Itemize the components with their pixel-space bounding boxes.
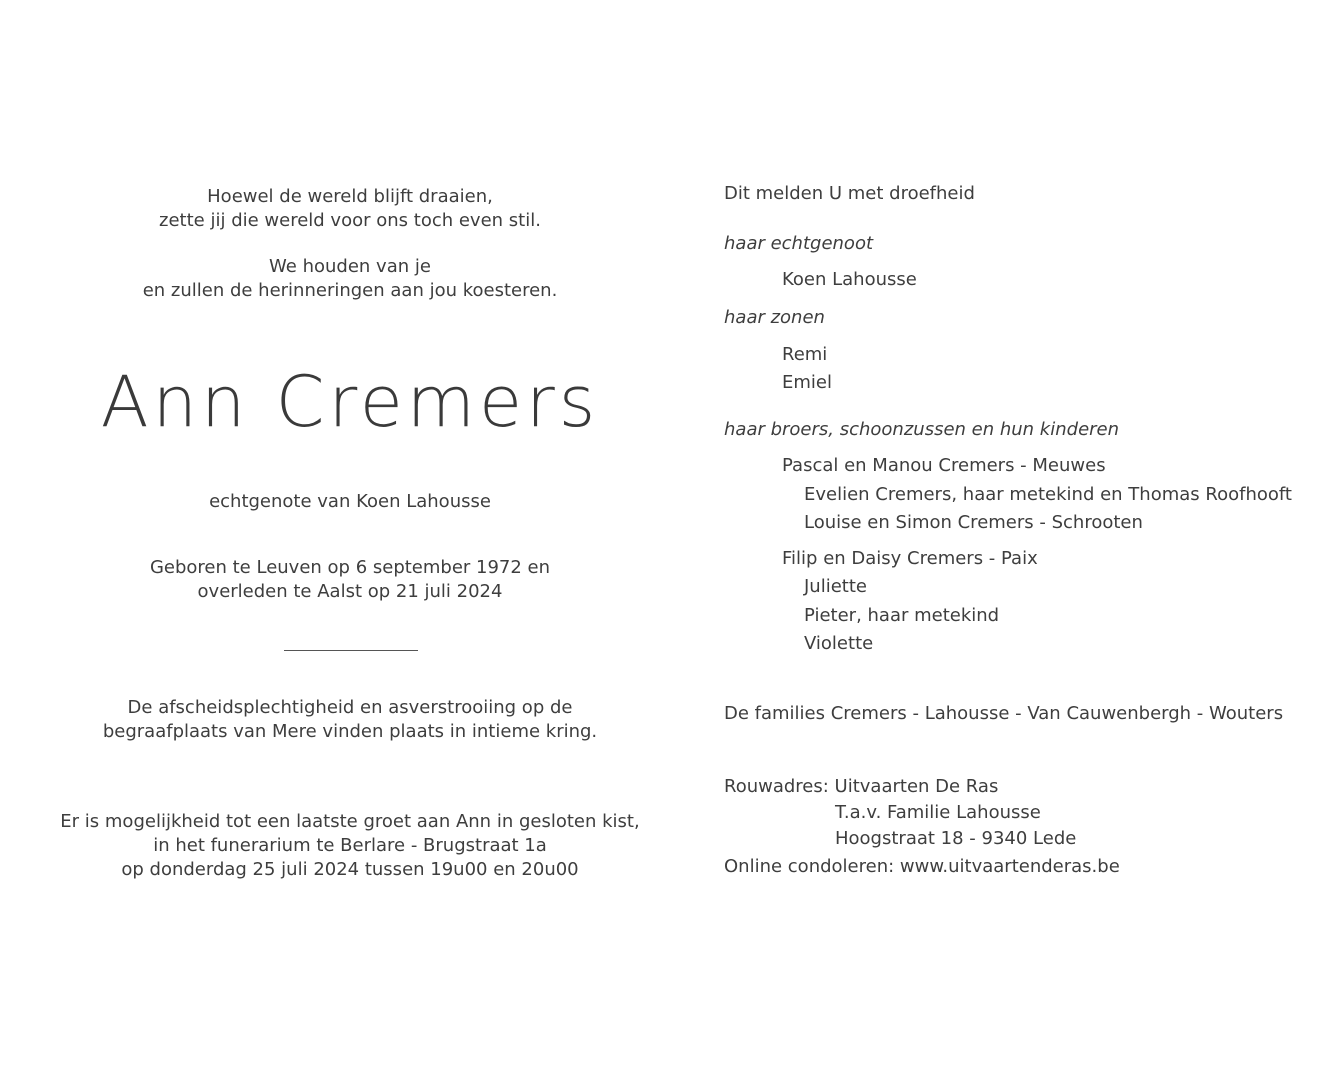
farewell-line: in het funerarium te Berlare - Brugstraat 1a — [153, 835, 547, 856]
farewell-line: Er is mogelijkheid tot een laatste groet aan Ann in gesloten kist, — [60, 811, 640, 832]
ceremony-line: begraafplaats van Mere vinden plaats in intieme kring. — [102, 721, 598, 742]
sons-heading: haar zonen — [724, 307, 825, 328]
address-line: T.a.v. Familie Lahousse — [835, 802, 1041, 823]
divider-line — [284, 650, 418, 651]
address-line: Hoogstraat 18 - 9340 Lede — [835, 828, 1077, 849]
intro-line: Dit melden U met droefheid — [724, 183, 975, 204]
family-child: Evelien Cremers, haar metekind en Thomas Roofhooft — [804, 484, 1292, 505]
husband-name: Koen Lahousse — [782, 269, 917, 290]
family-child: Juliette — [804, 576, 867, 597]
siblings-heading: haar broers, schoonzussen en hun kinderen — [724, 419, 1120, 440]
family-parents: Pascal en Manou Cremers - Meuwes — [782, 455, 1106, 476]
birth-line: Geboren te Leuven op 6 september 1972 en — [149, 557, 551, 578]
birth-death-info — [40, 556, 660, 604]
ceremony-info — [40, 696, 660, 744]
family-parents: Filip en Daisy Cremers - Paix — [782, 548, 1038, 569]
family-child: Louise en Simon Cremers - Schrooten — [804, 512, 1143, 533]
families-line: De families Cremers - Lahousse - Van Cauwenbergh - Wouters — [724, 703, 1284, 724]
ceremony-line: De afscheidsplechtigheid en asverstrooiing op de — [127, 697, 573, 718]
spouse-line — [40, 490, 660, 514]
quote-line: en zullen de herinneringen aan jou koesteren. — [142, 280, 558, 301]
opening-quote — [40, 185, 660, 233]
online-condolence: Online condoleren: www.uitvaartenderas.be — [724, 856, 1120, 877]
address-label: Rouwadres: Uitvaarten De Ras — [724, 776, 999, 797]
quote-line: Hoewel de wereld blijft draaien, — [207, 186, 493, 207]
farewell-line: op donderdag 25 juli 2024 tussen 19u00 en 20u00 — [121, 859, 579, 880]
son-name: Remi — [782, 344, 828, 365]
quote-line: zette jij die wereld voor ons toch even stil. — [159, 210, 541, 231]
family-child: Pieter, haar metekind — [804, 605, 1000, 626]
quote-line: We houden van je — [269, 256, 431, 277]
love-quote — [40, 255, 660, 303]
death-line: overleden te Aalst op 21 juli 2024 — [197, 581, 503, 602]
farewell-info — [40, 810, 660, 882]
son-name: Emiel — [782, 372, 832, 393]
family-child: Violette — [804, 633, 874, 654]
deceased-name: Ann Cremers — [100, 361, 600, 443]
husband-heading: haar echtgenoot — [724, 233, 874, 254]
spouse-text: echtgenote van Koen Lahousse — [209, 491, 491, 512]
